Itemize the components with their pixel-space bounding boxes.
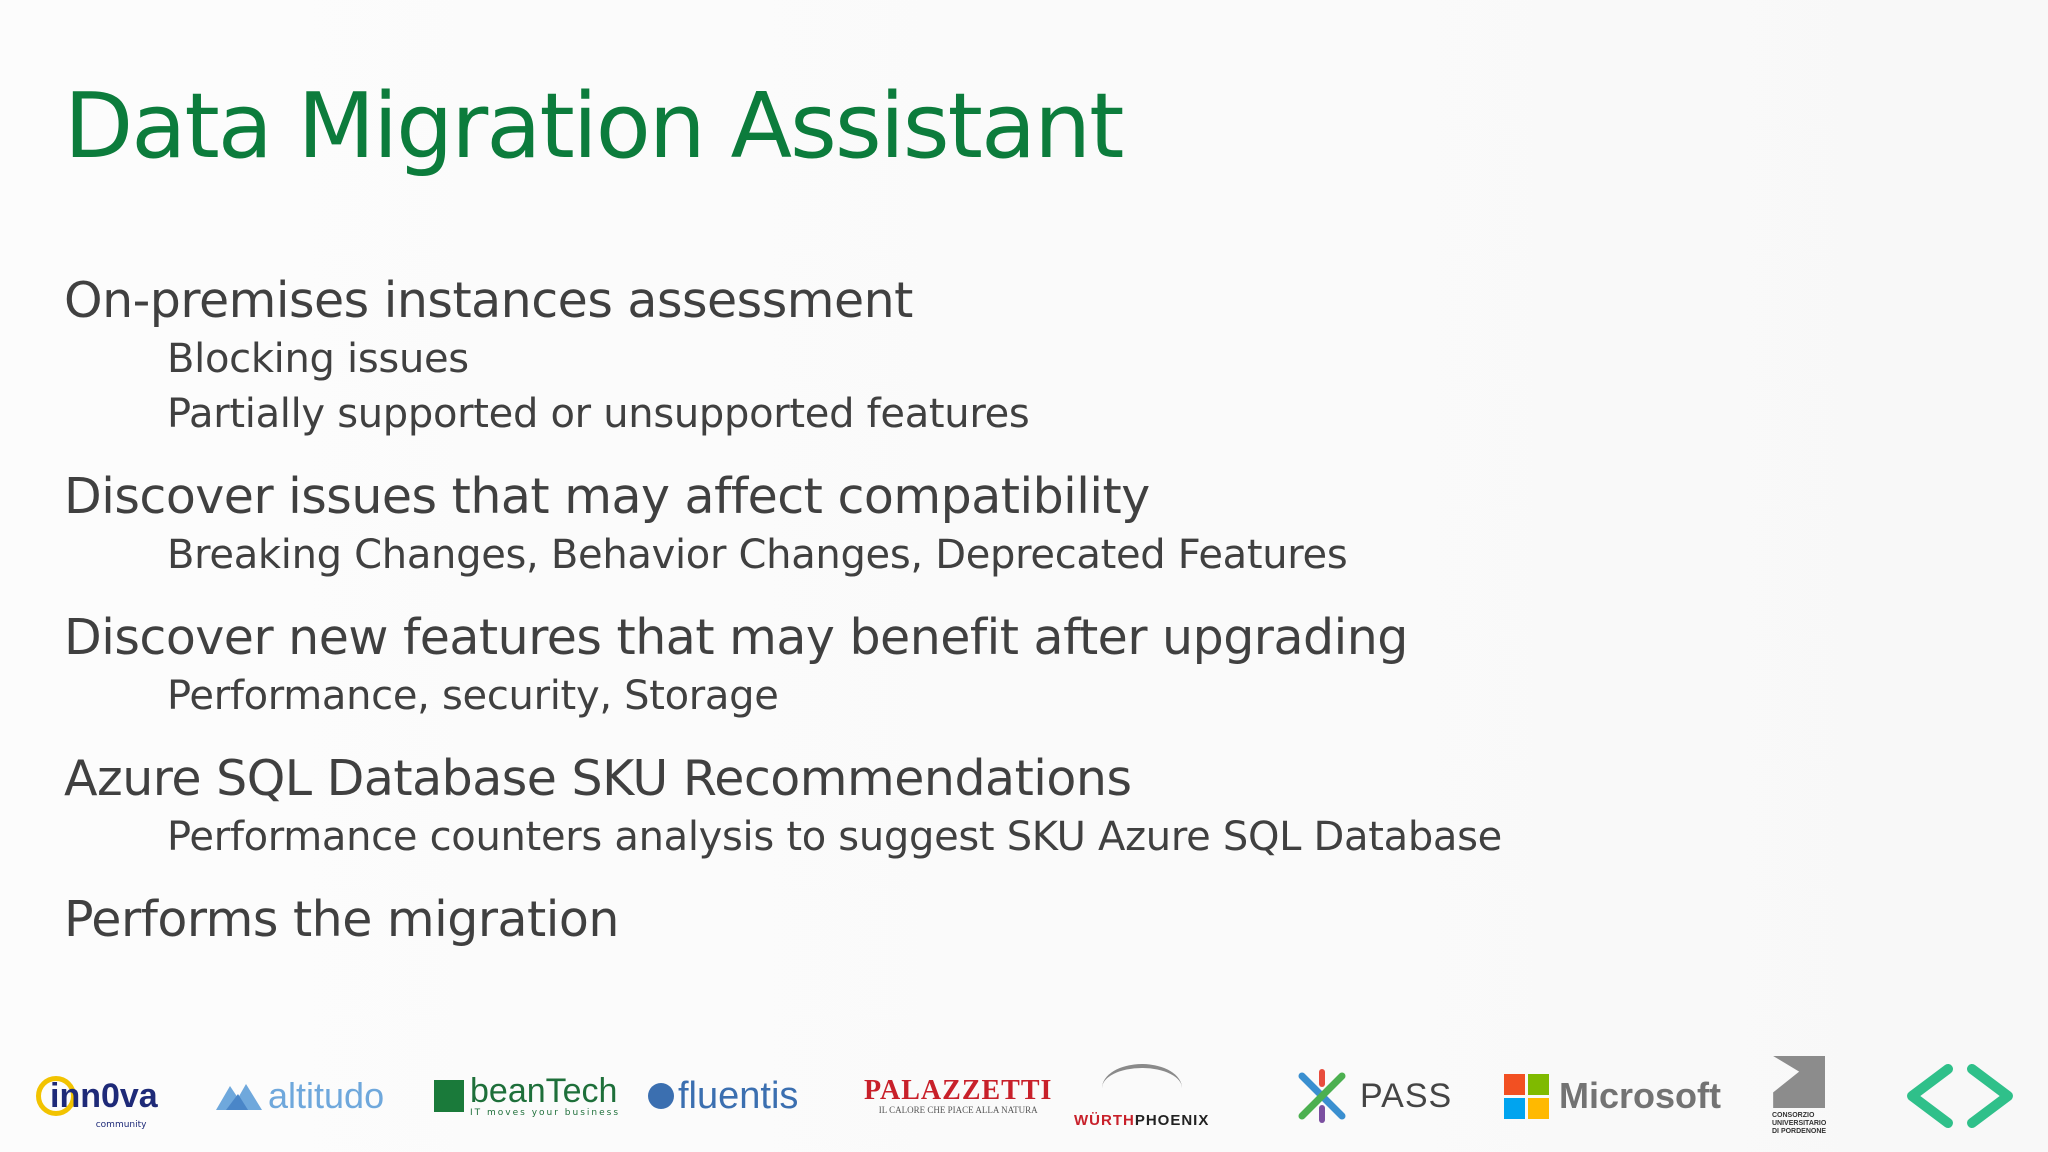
sub-bullet-text: Performance counters analysis to suggest SKU Azure SQL Database bbox=[167, 814, 1502, 860]
altitudo-logo-text: altitudo bbox=[268, 1075, 385, 1116]
bullet-item bbox=[64, 270, 1502, 442]
bullet-text: Discover new features that may benefit after upgrading bbox=[64, 609, 1408, 666]
slide-title: Data Migration Assistant bbox=[64, 74, 1123, 179]
fluentis-logo-text: fluentis bbox=[678, 1074, 799, 1117]
wurth-phoenix-logo-text bbox=[1074, 1112, 1209, 1129]
bullet-item bbox=[64, 607, 1502, 724]
inn0va-tagline: community bbox=[95, 1120, 147, 1130]
bullet-text: Azure SQL Database SKU Recommendations bbox=[64, 750, 1132, 807]
wurth-text: WÜRTH bbox=[1074, 1111, 1135, 1129]
sub-bullet-text: Blocking issues bbox=[167, 336, 469, 382]
pass-logo-text: PASS bbox=[1360, 1076, 1453, 1115]
sub-bullet-text: Performance, security, Storage bbox=[167, 673, 779, 719]
microsoft-logo bbox=[1504, 1040, 1721, 1152]
bullet-item bbox=[64, 748, 1502, 865]
sub-bullet-text: Partially supported or unsupported features bbox=[167, 391, 1030, 437]
consorzio-line: UNIVERSITARIO bbox=[1772, 1120, 1827, 1127]
consorzio-mark-icon bbox=[1773, 1056, 1825, 1108]
palazzetti-logo bbox=[864, 1040, 1052, 1152]
beantech-tagline: IT moves your business bbox=[470, 1108, 621, 1118]
wurth-phoenix-wing-icon bbox=[1102, 1064, 1182, 1112]
sponsor-logo-bar bbox=[0, 1040, 2048, 1152]
code-brackets-icon bbox=[1900, 1061, 2020, 1131]
beantech-mark-icon bbox=[434, 1080, 464, 1112]
consorzio-line: CONSORZIO bbox=[1772, 1112, 1815, 1119]
palazzetti-logo-text: PALAZZETTI bbox=[864, 1075, 1053, 1106]
bullet-item bbox=[64, 889, 1502, 951]
consorzio-line: DI PORDENONE bbox=[1772, 1128, 1827, 1135]
pass-logo bbox=[1294, 1040, 1452, 1152]
fluentis-logo bbox=[648, 1040, 798, 1152]
inn0va-logo-text: inn0va bbox=[50, 1076, 158, 1115]
palazzetti-tagline: IL CALORE CHE PIACE ALLA NATURA bbox=[878, 1105, 1038, 1115]
microsoft-grid-icon bbox=[1504, 1074, 1549, 1119]
altitudo-logo bbox=[216, 1040, 384, 1152]
beantech-logo bbox=[434, 1040, 620, 1152]
sub-bullet-text: Breaking Changes, Behavior Changes, Deprecated Features bbox=[167, 532, 1348, 578]
wurth-phoenix-logo bbox=[1074, 1040, 1209, 1152]
inn0va-logo bbox=[36, 1040, 158, 1152]
bullet-list bbox=[64, 270, 1502, 951]
altitudo-mountain-icon bbox=[216, 1082, 262, 1110]
fluentis-dot-icon bbox=[648, 1083, 674, 1109]
beantech-logo-text: beanTech bbox=[470, 1072, 618, 1110]
microsoft-logo-text: Microsoft bbox=[1559, 1075, 1721, 1116]
phoenix-text: PHOENIX bbox=[1134, 1111, 1210, 1129]
bullet-text: On-premises instances assessment bbox=[64, 272, 913, 329]
consorzio-logo-text bbox=[1772, 1112, 1826, 1136]
bullet-item bbox=[64, 466, 1502, 583]
pass-x-icon bbox=[1294, 1068, 1350, 1124]
code-brackets-logo bbox=[1900, 1040, 2020, 1152]
consorzio-logo bbox=[1772, 1040, 1826, 1152]
bullet-text: Discover issues that may affect compatibility bbox=[64, 468, 1150, 525]
bullet-text: Performs the migration bbox=[64, 891, 619, 948]
